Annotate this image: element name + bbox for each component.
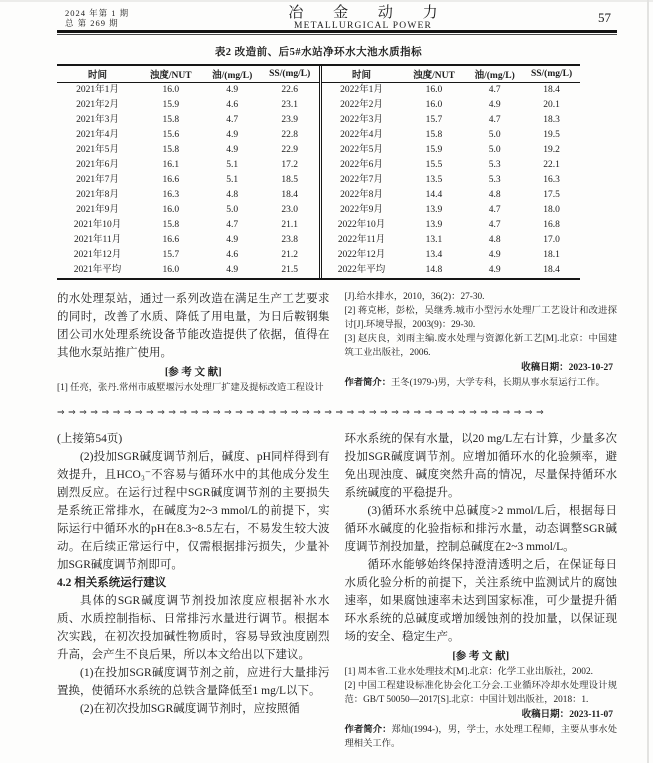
- article2-section: [57, 430, 617, 751]
- table-cell: 18.4: [543, 85, 560, 95]
- article2-paragraph: (2)在初次投加SGR碱度调节剂时，应按照循: [80, 703, 300, 715]
- issue-info: [57, 6, 175, 28]
- table-cell: 16.3: [543, 175, 560, 185]
- table-cell: 2022年1月: [340, 85, 383, 95]
- table-cell: 23.0: [281, 205, 299, 215]
- table-cell: 4.7: [488, 205, 501, 215]
- table-row: [57, 83, 319, 99]
- table-cell: 4.6: [226, 250, 239, 260]
- table-cell: 16.0: [162, 85, 180, 95]
- table-cell: 5.0: [488, 130, 501, 140]
- table-cell: 2022年5月: [340, 145, 383, 155]
- table-cell: 18.5: [281, 175, 299, 185]
- table-cell: 15.9: [162, 100, 180, 110]
- header-row: [320, 66, 580, 83]
- table-cell: 13.4: [425, 250, 443, 260]
- table-cell: 16.8: [543, 220, 560, 230]
- table-2021-body: [57, 83, 319, 279]
- received-date: [345, 360, 618, 376]
- table-row: [57, 233, 319, 248]
- table-cell: 2022年7月: [340, 175, 383, 185]
- table-cell: 4.7: [488, 115, 501, 125]
- table-cell: 2021年5月: [76, 145, 119, 155]
- table-cell: 23.9: [281, 115, 299, 125]
- table-cell: 13.1: [425, 235, 443, 245]
- table-cell: 17.5: [543, 190, 560, 200]
- table-cell: 2021年平均: [73, 265, 122, 275]
- table-cell: 2021年2月: [76, 100, 119, 110]
- col-header-time: 时间: [57, 66, 138, 83]
- table-cell: 4.6: [226, 100, 239, 110]
- article1-left-column: [57, 290, 330, 395]
- table-2021-head: [57, 66, 319, 83]
- table-cell: 2022年12月: [337, 250, 386, 260]
- table-row: [320, 188, 580, 203]
- references-heading: [参 考 文 献]: [452, 651, 510, 662]
- table-cell: 15.7: [425, 115, 443, 125]
- table-cell: 22.8: [281, 130, 299, 140]
- table-2021: [57, 66, 319, 278]
- table-cell: 5.0: [488, 145, 501, 155]
- table-cell: 4.9: [226, 85, 239, 95]
- table-cell: 5.1: [226, 160, 239, 170]
- table-cell: 4.9: [226, 265, 239, 275]
- article2-paragraph: 具体的SGR碱度调节剂投加浓度应根据补水水质、水质控制指标、日常排污水量进行调节。根据本次实践，在初次投加碱性物质时，容易导致浊度剧烈升高，会产生不良后果，所以本文给出以下建议。: [57, 595, 330, 661]
- table-row: [57, 173, 319, 188]
- article1-paragraph: 的水处理泵站，通过一系列改造在满足生产工艺要求的同时，改善了水质、降低了用电量，为日后鞍钢集团公司水处理系统设备节能改造提供了依据，值得在其他水泵站推广使用。: [57, 293, 330, 359]
- table-cell: 2021年7月: [76, 175, 119, 185]
- received-date-value: 2023-11-07: [569, 710, 613, 720]
- table-row: [57, 113, 319, 128]
- received-date: [345, 707, 618, 723]
- table-row: [320, 98, 580, 113]
- table-cell: 13.5: [425, 175, 443, 185]
- article2-left-column: [57, 430, 330, 751]
- table-cell: 2021年6月: [76, 160, 119, 170]
- table-row: [320, 203, 580, 218]
- table-cell: 4.8: [226, 190, 239, 200]
- table-row: [320, 113, 580, 128]
- table-row: [320, 128, 580, 143]
- table-cell: 15.8: [162, 115, 180, 125]
- table-cell: 16.0: [162, 205, 180, 215]
- table-cell: 18.3: [543, 115, 560, 125]
- reference-item: [3] 赵庆良，刘雨主编.废水处理与资源化新工艺[M].北京：中国建筑工业出版社，2006.: [344, 334, 617, 358]
- table-cell: 15.5: [425, 160, 443, 170]
- table-cell: 18.4: [543, 265, 560, 275]
- table-cell: 13.9: [425, 220, 443, 230]
- table-row: [57, 143, 319, 158]
- table-cell: 14.8: [425, 265, 443, 275]
- article2-paragraph: (1)在投加SGR碱度调节剂之前，应进行大量排污置换，使循环水系统的总铁含量降低至1 mg/L以下。: [57, 667, 330, 697]
- table-row: [57, 218, 319, 233]
- table-cell: 18.0: [543, 205, 560, 215]
- table-cell: 23.8: [281, 235, 299, 245]
- table-cell: 2022年3月: [340, 115, 383, 125]
- table-row: [57, 263, 319, 278]
- table-row: [320, 248, 580, 263]
- table-cell: 2022年2月: [340, 100, 383, 110]
- table-row: [320, 83, 580, 99]
- author-bio: [345, 376, 618, 390]
- table-cell: 2021年4月: [76, 130, 119, 140]
- table-cell: 15.9: [425, 145, 443, 155]
- table-cell: 19.2: [543, 145, 560, 155]
- table-cell: 2022年10月: [337, 220, 386, 230]
- col-header-ss: SS/(mg/L): [523, 66, 580, 83]
- table-row: [57, 248, 319, 263]
- table-cell: 16.0: [425, 100, 443, 110]
- author-bio-label: 作者简介：: [344, 378, 391, 388]
- table-2022-head: [320, 66, 580, 83]
- author-bio-text: 王冬(1979-)男，大学专科，长期从事水泵运行工作。: [391, 378, 605, 388]
- table-cell: 15.8: [162, 220, 180, 230]
- received-date-label: 收稿日期：: [521, 710, 570, 720]
- table-cell: 17.0: [543, 235, 560, 245]
- author-bio: [345, 723, 618, 751]
- table-cell: 18.4: [281, 190, 299, 200]
- col-header-ss: SS/(mg/L): [261, 66, 319, 83]
- issue-line2: 总 第 269 期: [65, 18, 119, 28]
- table-cell: 15.7: [162, 250, 180, 260]
- author-bio-text: 郑灿(1994-)，男，学士，水处理工程师，主要从事水处理相关工作。: [344, 725, 617, 749]
- article2-paragraph: (3)循环水系统中总碱度>2 mmol/L后，根据每日循环水碱度的化验指标和排污水量，动态调整SGR碱度调节剂投加量，控制总碱度在2~3 mmol/L。: [344, 505, 617, 553]
- table-row: [57, 98, 319, 113]
- table-cell: 18.1: [543, 250, 560, 260]
- col-header-oil: 油/(mg/L): [466, 66, 523, 83]
- table-cell: 14.4: [425, 190, 443, 200]
- table-cell: 5.3: [488, 175, 501, 185]
- issue-line1: 2024 年第 1 期: [65, 8, 130, 18]
- table-cell: 4.7: [488, 220, 501, 230]
- table-cell: 2022年8月: [340, 190, 383, 200]
- table-cell: 22.1: [543, 160, 560, 170]
- table-cell: 21.2: [281, 250, 299, 260]
- table-cell: 21.1: [281, 220, 299, 230]
- scan-edge-right: [647, 0, 649, 763]
- reference-item: [J].给水排水，2010，36(2)：27-30.: [344, 292, 485, 302]
- table-cell: 4.9: [226, 235, 239, 245]
- table-row: [320, 233, 580, 248]
- table-row: [57, 128, 319, 143]
- reference-item: [1] 周本省.工业水处理技术[M].北京：化学工业出版社，2002.: [344, 667, 593, 677]
- table-cell: 2022年9月: [340, 205, 383, 215]
- table-cell: 5.3: [488, 160, 501, 170]
- article2-paragraph: 环水系统的保有水量，以20 mg/L左右计算，少量多次投加SGR碱度调节剂。应增加循环水的化验频率，避免出现浊度、碱度突然升高的情况，尽量保持循环水系统碱度的平稳提升。: [344, 433, 617, 499]
- page-header: [57, 6, 617, 30]
- table-cell: 4.9: [226, 130, 239, 140]
- article1-right-column: [345, 290, 618, 395]
- table-row: [320, 263, 580, 278]
- col-header-turbidity: 浊度/NUT: [402, 66, 467, 83]
- table-cell: 22.9: [281, 145, 299, 155]
- table-title: 表2 改造前、后5#水站净环水大池水质指标: [214, 47, 423, 58]
- table-cell: 16.0: [162, 265, 180, 275]
- table-cell: 2022年平均: [337, 265, 386, 275]
- journal-title-block: [175, 6, 551, 31]
- table-cell: 2021年11月: [73, 235, 122, 245]
- journal-title-cn: 冶 金 动 力: [288, 5, 451, 21]
- table-cell: 21.5: [281, 265, 299, 275]
- table-cell: 22.6: [281, 85, 299, 95]
- table-cell: 17.2: [281, 160, 299, 170]
- table-cell: 2022年6月: [340, 160, 383, 170]
- table-row: [57, 188, 319, 203]
- article2-paragraph: 循环水能够始终保持澄清透明之后，在保证每日水质化验分析的前提下，关注系统中监测试片的腐蚀速率，如果腐蚀速率未达到国家标准，可少量提升循环水系统的总碱度或增加缓蚀剂的投加量，以保证现场的安全、稳定生产。: [344, 559, 617, 643]
- table-cell: 23.1: [281, 100, 299, 110]
- table-2022-body: [320, 83, 580, 279]
- table-cell: 19.5: [543, 130, 560, 140]
- table-cell: 15.8: [425, 130, 443, 140]
- table-cell: 4.7: [226, 220, 239, 230]
- col-header-turbidity: 浊度/NUT: [138, 66, 203, 83]
- table-cell: 16.1: [162, 160, 180, 170]
- table-cell: 16.6: [162, 175, 180, 185]
- table-cell: 16.0: [425, 85, 443, 95]
- table-row: [320, 173, 580, 188]
- table-cell: 4.8: [488, 190, 501, 200]
- water-quality-table: [57, 64, 580, 280]
- table-cell: 4.9: [488, 265, 501, 275]
- received-date-value: 2023-10-27: [568, 363, 613, 373]
- author-bio-label: 作者简介：: [344, 725, 392, 735]
- table-cell: 2021年10月: [73, 220, 122, 230]
- section-heading-4-2: 4.2 相关系统运行建议: [57, 577, 167, 589]
- table-cell: 4.9: [226, 145, 239, 155]
- received-date-label: 收稿日期：: [521, 363, 569, 373]
- table-row: [320, 143, 580, 158]
- table-cell: 15.8: [162, 145, 180, 155]
- reference-item: [2] 中国工程建设标准化协会化工分会.工业循环冷却水处理设计规范：GB/T 50050—2017[S].北京：中国计划出版社，2018：1.: [344, 681, 617, 705]
- reference-item: [2] 蒋克彬，彭松，吴继秀.城市小型污水处理厂工艺设计和改进探讨[J].环境导报，2003(9)：29-30.: [344, 306, 617, 330]
- table-cell: 2021年3月: [76, 115, 119, 125]
- table-cell: 15.6: [162, 130, 180, 140]
- table-cell: 2021年8月: [76, 190, 119, 200]
- table-cell: 4.8: [488, 235, 501, 245]
- table-cell: 5.1: [226, 175, 239, 185]
- article1-section: [57, 290, 617, 395]
- table-row: [57, 158, 319, 173]
- table-cell: 2021年9月: [76, 205, 119, 215]
- table-cell: 4.9: [488, 250, 501, 260]
- journal-title-en: METALLURGICAL POWER: [293, 21, 433, 31]
- col-header-oil: 油/(mg/L): [203, 66, 261, 83]
- page-number: 57: [598, 10, 611, 25]
- article2-right-column: [345, 430, 618, 751]
- table-cell: 5.0: [226, 205, 239, 215]
- header-row: [57, 66, 319, 83]
- table-cell: 2021年1月: [76, 85, 119, 95]
- table-cell: 16.6: [162, 235, 180, 245]
- scan-edge-top: [0, 0, 653, 2]
- ornament-divider: ⇒⇒⇒⇒⇒⇒⇒⇒⇒⇒⇒⇒⇒⇒⇒⇒⇒⇒⇒⇒⇒⇒⇒⇒⇒⇒⇒⇒⇒⇒⇒⇒⇒⇒⇒⇒⇒⇒⇒⇒⇒⇒⇒⇒: [57, 408, 548, 418]
- table-row: [320, 158, 580, 173]
- reference-item: [1] 任亮，张丹.常州市戚墅堰污水处理厂扩建及提标改造工程设计: [57, 383, 324, 393]
- continued-from-note: (上接第54页): [57, 433, 123, 445]
- table-cell: 2021年12月: [73, 250, 122, 260]
- table-cell: 16.3: [162, 190, 180, 200]
- table-cell: 2022年11月: [337, 235, 386, 245]
- table-cell: 4.9: [488, 100, 501, 110]
- col-header-time: 时间: [320, 66, 402, 83]
- table-row: [320, 218, 580, 233]
- table-cell: 2022年4月: [340, 130, 383, 140]
- table-cell: 4.7: [488, 85, 501, 95]
- table-row: [57, 203, 319, 218]
- table-2022: [319, 66, 581, 278]
- table-cell: 20.1: [543, 100, 560, 110]
- header-rule-thin: [57, 34, 617, 35]
- table-cell: 13.9: [425, 205, 443, 215]
- article2-paragraph: (2)投加SGR碱度调节剂后，碱度、pH同样得到有效提升，且HCO₃⁻不容易与循环水中的其他成分发生剧烈反应。在运行过程中SGR碱度调节剂的主要损失是系统正常排水，在碱度为2~3 mmol/L的前提下，实际运行中循环水的pH在8.3~8.5左右，不易发生较大波动。在后续正常运行中，仅需根据排污损失，少量补加SGR碱度调节剂即可。: [57, 451, 330, 571]
- table-cell: 4.7: [226, 115, 239, 125]
- references-heading: [参 考 文 献]: [164, 367, 222, 378]
